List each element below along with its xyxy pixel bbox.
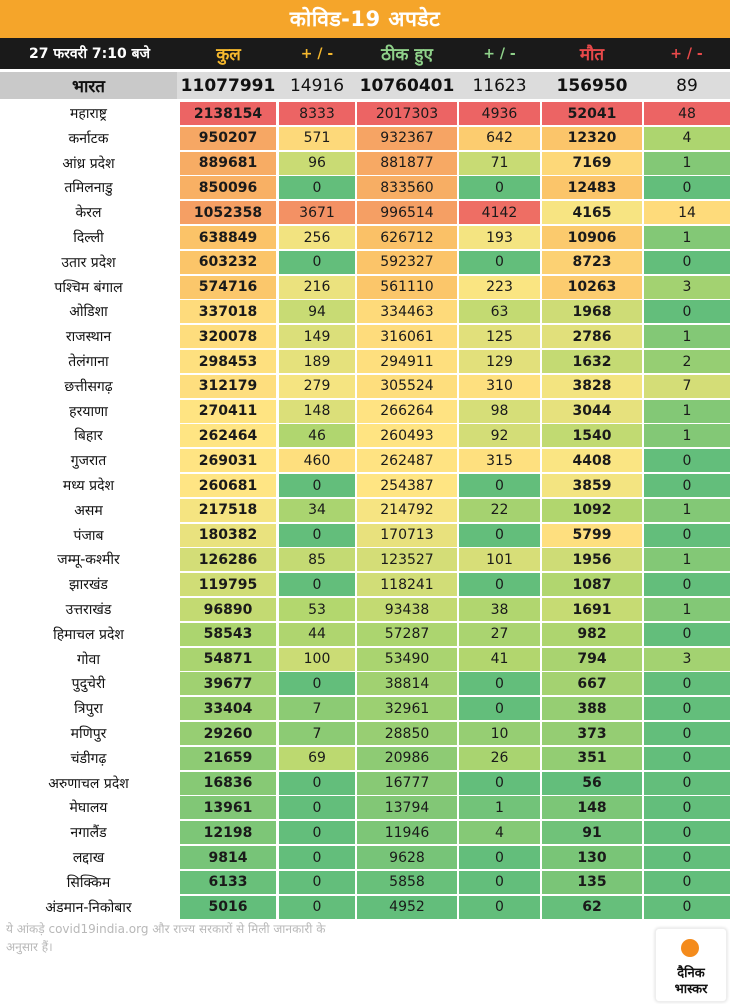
- total-cell: 9814: [180, 846, 276, 869]
- total-change-cell: 46: [279, 424, 355, 447]
- recovered-cell: 118241: [357, 573, 457, 596]
- state-name: सिक्किम: [0, 871, 177, 894]
- table-row: [0, 747, 730, 772]
- recovered-change-cell: 125: [459, 325, 540, 348]
- recovered-cell: 9628: [357, 846, 457, 869]
- deaths-change-cell: 1: [644, 424, 730, 447]
- total-change-cell: 0: [279, 896, 355, 919]
- table-row: [0, 548, 730, 573]
- deaths-cell: 130: [542, 846, 642, 869]
- total-cell: 33404: [180, 697, 276, 720]
- recovered-change-cell: 193: [459, 226, 540, 249]
- table-row: [0, 474, 730, 499]
- deaths-cell: 4408: [542, 449, 642, 472]
- deaths-change-cell: 0: [644, 697, 730, 720]
- total-cell: 2138154: [180, 102, 276, 125]
- recovered-change-cell: 0: [459, 871, 540, 894]
- state-name: जम्मू-कश्मीर: [0, 548, 177, 571]
- recovered-cell: 170713: [357, 524, 457, 547]
- recovered-change-cell: 1: [459, 796, 540, 819]
- total-change-cell: 34: [279, 499, 355, 522]
- deaths-change-cell: 1: [644, 226, 730, 249]
- deaths-change-cell: 1: [644, 152, 730, 175]
- table-row: [0, 697, 730, 722]
- recovered-change-cell: 4: [459, 821, 540, 844]
- state-name: महाराष्ट्र: [0, 102, 177, 125]
- state-name: राजस्थान: [0, 325, 177, 348]
- total-change-cell: 96: [279, 152, 355, 175]
- total-cell: 260681: [180, 474, 276, 497]
- recovered-change-cell: 0: [459, 772, 540, 795]
- deaths-change-cell: 0: [644, 796, 730, 819]
- recovered-change-cell: 10: [459, 722, 540, 745]
- deaths-cell: 388: [542, 697, 642, 720]
- recovered-cell: 316061: [357, 325, 457, 348]
- total-change-header: + / -: [300, 45, 334, 62]
- recovered-cell: 305524: [357, 375, 457, 398]
- recovered-change-cell: 26: [459, 747, 540, 770]
- deaths-cell: 135: [542, 871, 642, 894]
- deaths-change-cell: 48: [644, 102, 730, 125]
- total-cell: 217518: [180, 499, 276, 522]
- deaths-change-cell: 0: [644, 772, 730, 795]
- state-name: झारखंड: [0, 573, 177, 596]
- total-change-cell: 69: [279, 747, 355, 770]
- table-row: [0, 821, 730, 846]
- total-change-cell: 189: [279, 350, 355, 373]
- state-name: ओडिशा: [0, 300, 177, 323]
- total-change-cell: 571: [279, 127, 355, 150]
- deaths-change-cell: 1: [644, 400, 730, 423]
- total-cell: 126286: [180, 548, 276, 571]
- deaths-change-cell: 7: [644, 375, 730, 398]
- table-row: [0, 871, 730, 896]
- total-change-cell: 0: [279, 871, 355, 894]
- total-cell: 337018: [180, 300, 276, 323]
- total-cell: 54871: [180, 648, 276, 671]
- table-row: [0, 375, 730, 400]
- state-name: आंध्र प्रदेश: [0, 152, 177, 175]
- state-name: केरल: [0, 201, 177, 224]
- deaths-change-cell: 0: [644, 474, 730, 497]
- table-row: [0, 846, 730, 871]
- deaths-cell: 91: [542, 821, 642, 844]
- deaths-cell: 351: [542, 747, 642, 770]
- state-name: त्रिपुरा: [0, 697, 177, 720]
- total-change-cell: 7: [279, 722, 355, 745]
- deaths-change-cell: 0: [644, 846, 730, 869]
- deaths-change-cell: 4: [644, 127, 730, 150]
- table-row: [0, 102, 730, 127]
- national-row: [0, 72, 730, 99]
- recovered-cell: 294911: [357, 350, 457, 373]
- recovered-cell: 93438: [357, 598, 457, 621]
- total-cell: 603232: [180, 251, 276, 274]
- recovered-change-cell: 41: [459, 648, 540, 671]
- deaths-change-cell: 3: [644, 648, 730, 671]
- recovered-cell: 260493: [357, 424, 457, 447]
- recovered-change-cell: 223: [459, 276, 540, 299]
- state-name: तेलंगाना: [0, 350, 177, 373]
- deaths-change-cell: 0: [644, 871, 730, 894]
- state-name: दिल्ली: [0, 226, 177, 249]
- table-row: [0, 524, 730, 549]
- table-row: [0, 226, 730, 251]
- deaths-change-cell: 3: [644, 276, 730, 299]
- recovered-cell: 266264: [357, 400, 457, 423]
- deaths-change-cell: 0: [644, 722, 730, 745]
- state-name: असम: [0, 499, 177, 522]
- logo-line-1: दैनिक: [677, 966, 705, 981]
- recovered-cell: 123527: [357, 548, 457, 571]
- national-deaths-change: 89: [676, 75, 698, 96]
- national-recovered: 10760401: [359, 75, 455, 96]
- column-header-row: [0, 38, 730, 69]
- state-name: गोवा: [0, 648, 177, 671]
- table-row: [0, 499, 730, 524]
- recovered-change-cell: 0: [459, 896, 540, 919]
- recovered-cell: 11946: [357, 821, 457, 844]
- deaths-change-cell: 1: [644, 325, 730, 348]
- state-name: छत्तीसगढ़: [0, 375, 177, 398]
- recovered-change-cell: 22: [459, 499, 540, 522]
- state-name: पंजाब: [0, 524, 177, 547]
- national-total: 11077991: [180, 75, 276, 96]
- deaths-cell: 373: [542, 722, 642, 745]
- recovered-change-cell: 0: [459, 846, 540, 869]
- state-name: उतार प्रदेश: [0, 251, 177, 274]
- deaths-change-cell: 0: [644, 573, 730, 596]
- total-cell: 16836: [180, 772, 276, 795]
- state-name: मेघालय: [0, 796, 177, 819]
- deaths-cell: 62: [542, 896, 642, 919]
- deaths-cell: 1956: [542, 548, 642, 571]
- deaths-change-cell: 0: [644, 672, 730, 695]
- state-name: हरयाणा: [0, 400, 177, 423]
- total-cell: 320078: [180, 325, 276, 348]
- table-row: [0, 400, 730, 425]
- deaths-change-cell: 1: [644, 499, 730, 522]
- total-cell: 298453: [180, 350, 276, 373]
- total-cell: 574716: [180, 276, 276, 299]
- total-change-cell: 0: [279, 524, 355, 547]
- total-cell: 262464: [180, 424, 276, 447]
- source-footnote: ये आंकड़े covid19india.org और राज्य सरकारों से मिली जानकारी के अनुसार हैं।: [6, 922, 326, 954]
- total-change-cell: 0: [279, 821, 355, 844]
- table-row: [0, 300, 730, 325]
- timestamp-header: 27 फरवरी 7:10 बजे: [29, 46, 150, 62]
- table-row: [0, 796, 730, 821]
- recovered-cell: 996514: [357, 201, 457, 224]
- total-change-cell: 8333: [279, 102, 355, 125]
- deaths-change-cell: 14: [644, 201, 730, 224]
- recovered-cell: 214792: [357, 499, 457, 522]
- state-name: गुजरात: [0, 449, 177, 472]
- deaths-cell: 4165: [542, 201, 642, 224]
- recovered-cell: 881877: [357, 152, 457, 175]
- state-name: पुदुचेरी: [0, 672, 177, 695]
- recovered-change-cell: 4142: [459, 201, 540, 224]
- total-cell: 13961: [180, 796, 276, 819]
- recovered-header: ठीक हुए: [381, 45, 433, 65]
- deaths-change-cell: 0: [644, 747, 730, 770]
- total-cell: 850096: [180, 176, 276, 199]
- total-change-cell: 7: [279, 697, 355, 720]
- national-total-change: 14916: [289, 75, 345, 96]
- total-change-cell: 279: [279, 375, 355, 398]
- table-row: [0, 598, 730, 623]
- recovered-change-cell: 642: [459, 127, 540, 150]
- recovered-change-cell: 27: [459, 623, 540, 646]
- recovered-cell: 932367: [357, 127, 457, 150]
- deaths-cell: 56: [542, 772, 642, 795]
- recovered-cell: 28850: [357, 722, 457, 745]
- recovered-change-cell: 71: [459, 152, 540, 175]
- deaths-cell: 8723: [542, 251, 642, 274]
- deaths-cell: 2786: [542, 325, 642, 348]
- table-row: [0, 648, 730, 673]
- deaths-cell: 1087: [542, 573, 642, 596]
- deaths-cell: 1968: [542, 300, 642, 323]
- state-name: पश्चिम बंगाल: [0, 276, 177, 299]
- recovered-change-cell: 4936: [459, 102, 540, 125]
- recovered-cell: 561110: [357, 276, 457, 299]
- recovered-change-cell: 0: [459, 176, 540, 199]
- total-change-cell: 0: [279, 672, 355, 695]
- recovered-change-cell: 63: [459, 300, 540, 323]
- total-cell: 29260: [180, 722, 276, 745]
- total-cell: 950207: [180, 127, 276, 150]
- recovered-change-cell: 310: [459, 375, 540, 398]
- sun-icon: [681, 939, 699, 957]
- recovered-change-cell: 0: [459, 697, 540, 720]
- recovered-change-cell: 98: [459, 400, 540, 423]
- deaths-cell: 1691: [542, 598, 642, 621]
- deaths-change-cell: 1: [644, 598, 730, 621]
- table-row: [0, 449, 730, 474]
- deaths-cell: 3044: [542, 400, 642, 423]
- recovered-cell: 16777: [357, 772, 457, 795]
- total-cell: 21659: [180, 747, 276, 770]
- state-name: अंडमान-निकोबार: [0, 896, 177, 919]
- recovered-cell: 57287: [357, 623, 457, 646]
- state-name: कर्नाटक: [0, 127, 177, 150]
- table-row: [0, 573, 730, 598]
- total-cell: 58543: [180, 623, 276, 646]
- total-change-cell: 0: [279, 474, 355, 497]
- recovered-cell: 13794: [357, 796, 457, 819]
- total-change-cell: 100: [279, 648, 355, 671]
- recovered-change-cell: 0: [459, 672, 540, 695]
- recovered-cell: 38814: [357, 672, 457, 695]
- deaths-change-cell: 1: [644, 548, 730, 571]
- deaths-cell: 1632: [542, 350, 642, 373]
- total-change-cell: 0: [279, 772, 355, 795]
- total-cell: 1052358: [180, 201, 276, 224]
- total-cell: 5016: [180, 896, 276, 919]
- deaths-cell: 794: [542, 648, 642, 671]
- deaths-cell: 3859: [542, 474, 642, 497]
- deaths-cell: 5799: [542, 524, 642, 547]
- recovered-cell: 53490: [357, 648, 457, 671]
- state-name: मध्य प्रदेश: [0, 474, 177, 497]
- recovered-change-cell: 0: [459, 524, 540, 547]
- national-name: भारत: [0, 72, 177, 99]
- recovered-change-cell: 0: [459, 573, 540, 596]
- recovered-change-cell: 101: [459, 548, 540, 571]
- total-cell: 312179: [180, 375, 276, 398]
- deaths-cell: 52041: [542, 102, 642, 125]
- total-cell: 39677: [180, 672, 276, 695]
- total-change-cell: 53: [279, 598, 355, 621]
- recovered-cell: 262487: [357, 449, 457, 472]
- total-cell: 270411: [180, 400, 276, 423]
- state-name: उत्तराखंड: [0, 598, 177, 621]
- total-change-cell: 94: [279, 300, 355, 323]
- state-name: चंडीगढ़: [0, 747, 177, 770]
- total-change-cell: 0: [279, 573, 355, 596]
- national-recovered-change: 11623: [472, 75, 527, 96]
- table-row: [0, 325, 730, 350]
- deaths-change-cell: 0: [644, 449, 730, 472]
- table-row: [0, 176, 730, 201]
- deaths-change-cell: 0: [644, 300, 730, 323]
- table-row: [0, 251, 730, 276]
- total-cell: 6133: [180, 871, 276, 894]
- total-change-cell: 0: [279, 251, 355, 274]
- total-cell: 96890: [180, 598, 276, 621]
- total-change-cell: 3671: [279, 201, 355, 224]
- recovered-cell: 833560: [357, 176, 457, 199]
- total-change-cell: 85: [279, 548, 355, 571]
- deaths-cell: 7169: [542, 152, 642, 175]
- deaths-change-cell: 0: [644, 524, 730, 547]
- recovered-cell: 254387: [357, 474, 457, 497]
- recovered-change-cell: 92: [459, 424, 540, 447]
- deaths-cell: 10263: [542, 276, 642, 299]
- recovered-cell: 4952: [357, 896, 457, 919]
- recovered-change-cell: 129: [459, 350, 540, 373]
- state-name: नगालैंड: [0, 821, 177, 844]
- recovered-cell: 592327: [357, 251, 457, 274]
- deaths-cell: 1540: [542, 424, 642, 447]
- deaths-change-cell: 0: [644, 176, 730, 199]
- total-change-cell: 44: [279, 623, 355, 646]
- deaths-cell: 667: [542, 672, 642, 695]
- total-cell: 12198: [180, 821, 276, 844]
- table-row: [0, 201, 730, 226]
- table-row: [0, 276, 730, 301]
- national-deaths: 156950: [556, 75, 628, 96]
- table-row: [0, 896, 730, 921]
- deaths-change-cell: 0: [644, 821, 730, 844]
- deaths-cell: 982: [542, 623, 642, 646]
- deaths-cell: 10906: [542, 226, 642, 249]
- total-header: कुल: [216, 45, 241, 65]
- total-change-cell: 0: [279, 846, 355, 869]
- deaths-cell: 12320: [542, 127, 642, 150]
- total-change-cell: 0: [279, 796, 355, 819]
- total-cell: 269031: [180, 449, 276, 472]
- table-row: [0, 424, 730, 449]
- deaths-change-cell: 0: [644, 623, 730, 646]
- recovered-change-cell: 315: [459, 449, 540, 472]
- recovered-cell: 2017303: [357, 102, 457, 125]
- recovered-change-cell: 0: [459, 251, 540, 274]
- table-row: [0, 722, 730, 747]
- state-name: हिमाचल प्रदेश: [0, 623, 177, 646]
- deaths-cell: 148: [542, 796, 642, 819]
- total-cell: 180382: [180, 524, 276, 547]
- table-row: [0, 152, 730, 177]
- total-change-cell: 216: [279, 276, 355, 299]
- total-cell: 638849: [180, 226, 276, 249]
- recovered-cell: 20986: [357, 747, 457, 770]
- total-change-cell: 149: [279, 325, 355, 348]
- table-row: [0, 350, 730, 375]
- recovered-cell: 5858: [357, 871, 457, 894]
- state-name: अरुणाचल प्रदेश: [0, 772, 177, 795]
- deaths-change-cell: 2: [644, 350, 730, 373]
- recovered-cell: 334463: [357, 300, 457, 323]
- deaths-cell: 1092: [542, 499, 642, 522]
- recovered-change-header: + / -: [483, 45, 516, 62]
- total-cell: 119795: [180, 573, 276, 596]
- total-change-cell: 460: [279, 449, 355, 472]
- deaths-cell: 12483: [542, 176, 642, 199]
- state-name: बिहार: [0, 424, 177, 447]
- state-name: लद्दाख: [0, 846, 177, 869]
- recovered-change-cell: 38: [459, 598, 540, 621]
- deaths-cell: 3828: [542, 375, 642, 398]
- table-row: [0, 623, 730, 648]
- total-change-cell: 0: [279, 176, 355, 199]
- table-row: [0, 772, 730, 797]
- brand-logo: [655, 928, 727, 1002]
- total-change-cell: 148: [279, 400, 355, 423]
- state-name: तमिलनाडु: [0, 176, 177, 199]
- total-cell: 889681: [180, 152, 276, 175]
- recovered-cell: 32961: [357, 697, 457, 720]
- deaths-change-header: + / -: [670, 45, 703, 62]
- total-change-cell: 256: [279, 226, 355, 249]
- page-title: कोविड-19 अपडेट: [0, 0, 730, 38]
- deaths-change-cell: 0: [644, 251, 730, 274]
- deaths-header: मौत: [579, 45, 605, 65]
- logo-line-2: भास्कर: [674, 982, 708, 997]
- state-name: मणिपुर: [0, 722, 177, 745]
- table-row: [0, 127, 730, 152]
- deaths-change-cell: 0: [644, 896, 730, 919]
- recovered-cell: 626712: [357, 226, 457, 249]
- recovered-change-cell: 0: [459, 474, 540, 497]
- table-row: [0, 672, 730, 697]
